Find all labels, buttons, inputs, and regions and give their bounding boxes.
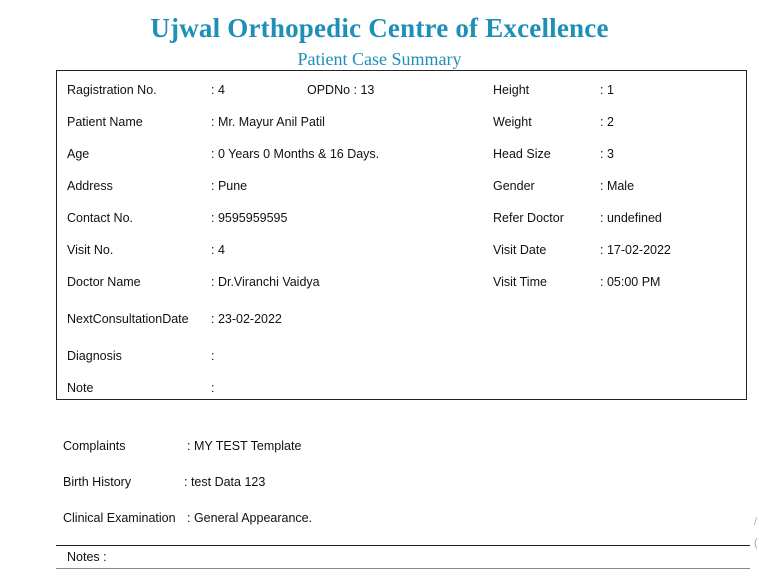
next-consultation-value: : 23-02-2022: [211, 312, 282, 326]
document-title: Patient Case Summary: [297, 49, 462, 69]
head-size-value: : 3: [600, 147, 614, 161]
next-consultation-label: NextConsultationDate: [67, 312, 189, 326]
contact-label: Contact No.: [67, 211, 134, 225]
registration-label: Ragistration No.: [67, 83, 157, 97]
age-value: : 0 Years 0 Months & 16 Days.: [211, 147, 380, 161]
notes-label: Notes :: [67, 550, 107, 564]
birth-history-value: : test Data 123: [184, 475, 266, 489]
edge-glyph-bottom: (: [754, 537, 758, 549]
weight-value: : 2: [600, 115, 614, 129]
note-label: Note: [67, 381, 94, 395]
visit-time-value: : 05:00 PM: [600, 275, 661, 289]
visit-date-value: : 17-02-2022: [600, 243, 671, 257]
diagnosis-label: Diagnosis: [67, 349, 122, 363]
gender-label: Gender: [493, 179, 535, 193]
refer-doctor-label: Refer Doctor: [493, 211, 564, 225]
refer-doctor-value: : undefined: [600, 211, 662, 225]
complaints-value: : MY TEST Template: [187, 439, 302, 453]
patient-info-box: [56, 70, 747, 400]
note-value: :: [211, 381, 215, 395]
doctor-name-label: Doctor Name: [67, 275, 141, 289]
visit-no-label: Visit No.: [67, 243, 114, 257]
birth-history-label: Birth History: [63, 475, 132, 489]
doctor-name-value: : Dr.Viranchi Vaidya: [211, 275, 320, 289]
opd-number: OPDNo : 13: [307, 83, 375, 97]
clinical-examination-label: Clinical Examination: [63, 511, 176, 525]
notes-divider-top: [56, 545, 750, 546]
clinical-examination-value: : General Appearance.: [187, 511, 313, 525]
patient-name-value: : Mr. Mayur Anil Patil: [211, 115, 325, 129]
gender-value: : Male: [600, 179, 635, 193]
registration-value: : 4: [211, 83, 225, 97]
notes-divider-bottom: [56, 568, 750, 569]
visit-no-value: : 4: [211, 243, 225, 257]
patient-name-label: Patient Name: [67, 115, 143, 129]
visit-time-label: Visit Time: [493, 275, 547, 289]
height-value: : 1: [600, 83, 614, 97]
hospital-name: Ujwal Orthopedic Centre of Excellence: [150, 13, 609, 43]
address-label: Address: [67, 179, 113, 193]
head-size-label: Head Size: [493, 147, 551, 161]
age-label: Age: [67, 147, 90, 161]
complaints-label: Complaints: [63, 439, 126, 453]
edge-glyph-top: /: [754, 516, 758, 528]
height-label: Height: [493, 83, 530, 97]
visit-date-label: Visit Date: [493, 243, 547, 257]
weight-label: Weight: [493, 115, 532, 129]
diagnosis-value: :: [211, 349, 215, 363]
contact-value: : 9595959595: [211, 211, 288, 225]
address-value: : Pune: [211, 179, 248, 193]
